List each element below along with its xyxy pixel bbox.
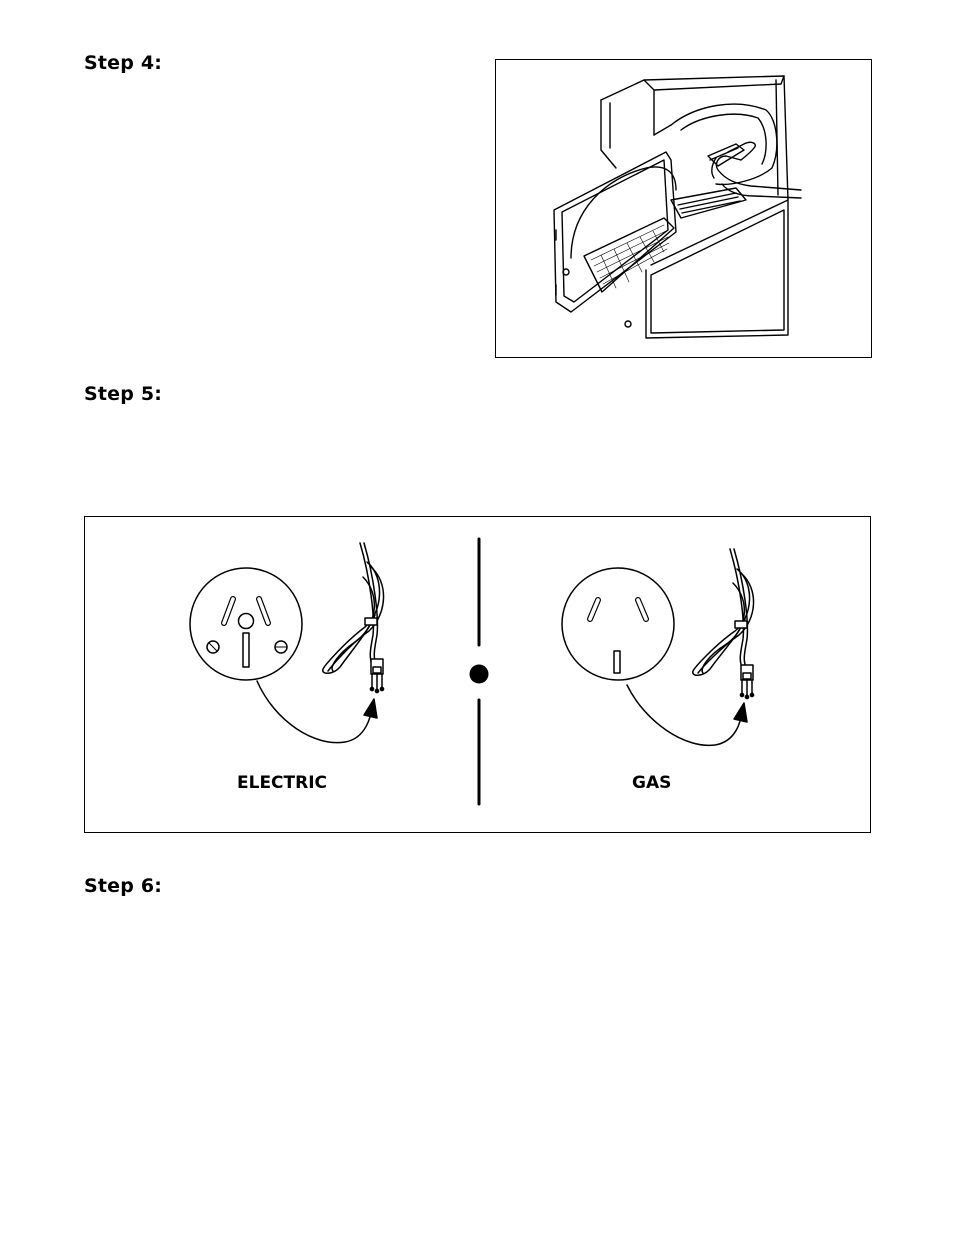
gas-outlet-icon bbox=[562, 568, 674, 680]
electric-outlet-icon bbox=[190, 568, 302, 680]
electric-power-cord-icon bbox=[323, 543, 384, 693]
step-4-heading: Step 4: bbox=[84, 52, 163, 74]
power-outlet-figure bbox=[84, 516, 871, 833]
gas-label: GAS bbox=[632, 773, 672, 793]
gas-connect-arrow-icon bbox=[627, 685, 747, 745]
gas-power-cord-icon bbox=[693, 549, 754, 699]
step-6-heading: Step 6: bbox=[84, 875, 163, 897]
electric-connect-arrow-icon bbox=[257, 681, 377, 743]
dryer-lint-filter-illustration bbox=[495, 59, 872, 358]
step-5-heading: Step 5: bbox=[84, 383, 163, 405]
electric-label: ELECTRIC bbox=[237, 773, 328, 793]
divider-dot bbox=[470, 665, 489, 684]
